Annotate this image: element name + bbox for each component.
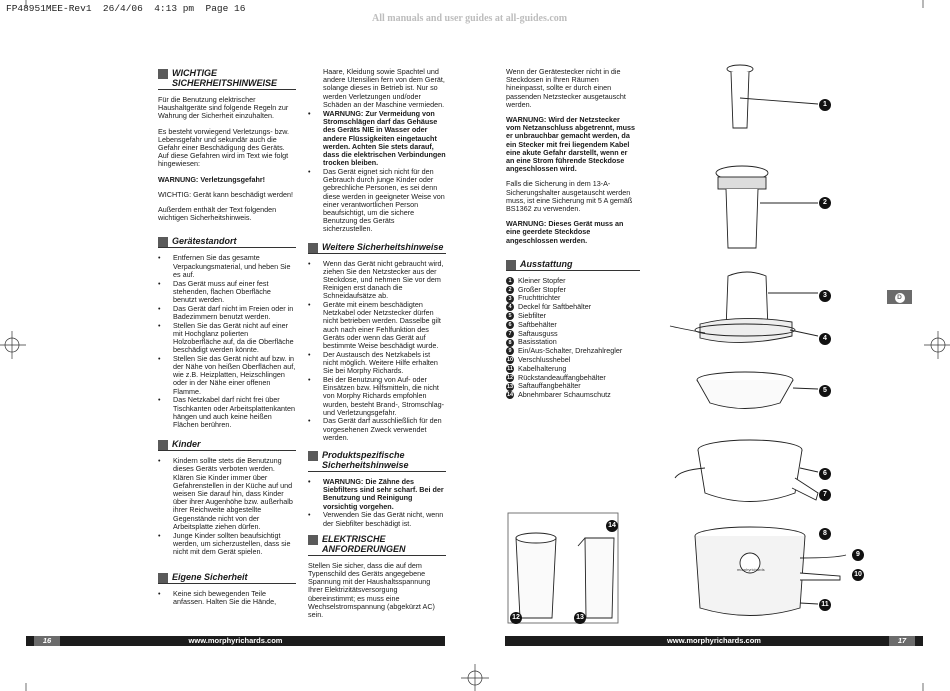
heading-product-safety: Produktspezifische Sicherheitshinweise [308, 450, 446, 472]
part-label: Siebfilter [518, 311, 546, 321]
callout-marker: 13 [574, 612, 586, 624]
callout-marker: 4 [819, 333, 831, 345]
part-label: Kleiner Stopfer [518, 275, 566, 285]
print-header: FP48951MEE-Rev1 26/4/06 4:13 pm Page 16 [6, 3, 246, 14]
callout-marker: 12 [510, 612, 522, 624]
heading-safety: WICHTIGE SICHERHEITSHINWEISE [158, 68, 296, 90]
small-pusher-drawing [727, 65, 818, 128]
list-item: • Das Gerät muss auf einer fest stehenden, flachen Oberfläche benutzt werden. [158, 280, 296, 305]
callout-marker: 10 [852, 569, 864, 581]
list-item: • Entfernen Sie das gesamte Verpackungsmaterial, und heben Sie es auf. [158, 254, 296, 279]
callout-marker: 14 [606, 520, 618, 532]
list-item: • Das Netzkabel darf nicht frei über Tischkanten oder Arbeitsplattenkanten hängen und auch keine heißen Flächen berühren. [158, 396, 296, 429]
list-item: • WARNUNG: Zur Vermeidung von Stromschlägen darf das Gehäuse des Geräts NIE in Wasser oder andere Flüssigkeiten eingetaucht werden. Achten Sie stets darauf, dass die elektrischen Verbindungen trocken bleiben. [308, 110, 446, 167]
juicer-illustration [500, 58, 860, 638]
part-number: 1 [506, 277, 514, 285]
part-number: 13 [506, 383, 514, 390]
callout-marker: 5 [819, 385, 831, 397]
part-number: 3 [506, 295, 514, 303]
part-number: 6 [506, 321, 514, 329]
list-item: • Kindern sollte stets die Benutzung dieses Geräts verboten werden. Klären Sie Kinder immer über Gefahrenstellen in der Küche auf und weisen Sie darauf hin, dass Kinder über ihrer Augenhöhe bzw. außerhalb ihrer Reichweite abgestellte Gegenstände nicht von der Arbeitsplatte ziehen dürfen. [158, 457, 296, 531]
part-number: 5 [506, 312, 514, 320]
electrical-text: Stellen Sie sicher, dass die auf dem Typenschild des Geräts angegebene Spannung mit der Haushaltsspannung Ihrer Elektrizitätsversorgung übereinstimmt; es muss eine Wechselstromspannung (abgekürzt AC) sein. [308, 560, 435, 619]
part-number: 4 [506, 303, 514, 311]
extra-text: Außerdem enthält der Text folgenden wichtigen Sicherheitshinweis. [158, 205, 277, 223]
heading-own-safety: Eigene Sicherheit [158, 572, 296, 584]
part-number: 8 [506, 339, 514, 347]
page-number: 16 [34, 636, 60, 646]
part-label: Rückstandeauffangbehälter [518, 372, 606, 382]
footer-url: www.morphyrichards.com [667, 636, 761, 645]
earth-warning: WARNUNG: Dieses Gerät muss an eine geerdete Steckdose angeschlossen werden. [506, 219, 624, 245]
large-pusher-drawing [716, 166, 818, 248]
list-item: • Wenn das Gerät nicht gebraucht wird, ziehen Sie den Netzstecker aus der Steckdose, und nehmen Sie vor dem Reinigen erst danach die Schneidaufsätze ab. [308, 260, 446, 301]
list-item: • Das Gerät eignet sich nicht für den Gebrauch durch junge Kinder oder gebrechliche Personen, es sei denn diese werden in geeigneter Weise von einer verantwortlichen Person beaufsichtigt, um die sichere Benutzung des Geräts sicherzustellen. [308, 168, 446, 234]
callout-marker: 3 [819, 290, 831, 302]
callout-marker: 9 [852, 549, 864, 561]
list-item: • Geräte mit einem beschädigten Netzkabel oder Netzstecker dürfen nicht betrieben werden. Dasselbe gilt auch nach einer Fehlfunktion des Geräts oder wenn das Gerät auf bestimmte Weise beschädigt wurde. [308, 301, 446, 350]
list-item: • Bei der Benutzung von Auf- oder Einsätzen bzw. Hilfsmitteln, die nicht von Morphy Richards empfohlen wurden, besteht Brand-, Stromschlag- und Verletzungsgefahr. [308, 376, 446, 417]
part-number: 9 [506, 347, 514, 355]
footer-right [505, 636, 923, 646]
important-text: WICHTIG: Gerät kann beschädigt werden! [158, 189, 294, 199]
plug-text: Wenn der Gerätestecker nicht in die Steckdosen in Ihren Räumen hineinpasst, sollte er durch einen passenden Netzstecker ausgetauscht werden. [506, 67, 626, 109]
filter-drawing [697, 372, 818, 409]
part-number: 2 [506, 286, 514, 294]
list-item: • Stellen Sie das Gerät nicht auf einer mit Hochglanz polierten Holzoberfläche auf, da die Oberfläche beschädigt werden könnte. [158, 322, 296, 355]
list-item: • Das Gerät darf nicht im Freien oder in Badezimmern benutzt werden. [158, 305, 296, 321]
part-label: Deckel für Saftbehälter [518, 302, 592, 312]
part-label: Abnehmbarer Schaumschutz [518, 390, 611, 400]
part-label: Großer Stopfer [518, 284, 566, 294]
list-item: • Keine sich bewegenden Teile anfassen. Halten Sie die Hände, [158, 590, 296, 606]
callout-marker: 6 [819, 468, 831, 480]
intro-text: Für die Benutzung elektrischer Haushaltgeräte sind folgende Regeln zur Wahrung der Sicherheit einzuhalten. [158, 95, 289, 121]
part-label: Ein/Aus-Schalter, Drehzahlregler [518, 346, 623, 356]
list-item: • Das Gerät darf ausschließlich für den vorgesehenen Zweck verwendet werden. [308, 417, 446, 442]
part-label: Saftauffangbehälter [518, 381, 581, 391]
risk-text: Es besteht vorwiegend Verletzungs- bzw. Lebensgefahr und sekundär auch die Gefahr einer Beschädigung des Geräts. Auf diese Gefahren wird im Text wie folgt hingewiesen: [158, 126, 290, 169]
part-number: 10 [506, 357, 514, 364]
fuse-text: Falls die Sicherung in dem 13-A-Sicherungshalter ausgetauscht werden muss, ist eine Sicherung mit 5 A gemäß BS1362 zu verwenden. [506, 179, 633, 214]
heading-location: Gerätestandort [158, 236, 296, 248]
list-item: • Verwenden Sie das Gerät nicht, wenn der Siebfilter beschädigt ist. [308, 511, 446, 527]
part-number: 11 [507, 365, 513, 372]
part-label: Saftausguss [518, 328, 558, 338]
continued-text: Haare, Kleidung sowie Spachtel und andere Utensilien fern von dem Gerät, solange dieses in Betrieb ist. Nur so werden Verletzungen und/oder Schäden an der Maschine vermieden. [323, 67, 445, 109]
lid-drawing [670, 272, 818, 343]
page-number: 17 [889, 636, 915, 646]
footer-url: www.morphyrichards.com [188, 636, 283, 645]
footer-left [26, 636, 445, 646]
callout-marker: 7 [819, 489, 831, 501]
callout-marker: 8 [819, 528, 831, 540]
heading-more-safety: Weitere Sicherheitshinweise [308, 242, 446, 254]
heading-electrical: ELEKTRISCHE ANFORDERUNGEN [308, 534, 446, 556]
base-brand-label: morphyrichards [737, 567, 765, 572]
plug-warning: WARNUNG: Wird der Netzstecker vom Netzanschluss abgetrennt, muss er unbrauchbar gemacht werden, da ein Stecker mit frei liegendem Kabel eine akute Gefahr darstellt, wenn er an eine Strom führende Steckdose angeschlossen wird. [506, 115, 636, 174]
list-item: • Der Austausch des Netzkabels ist nicht möglich. Weitere Hilfe erhalten Sie bei Morphy Richards. [308, 351, 446, 376]
part-label: Kabelhalterung [518, 363, 567, 373]
part-label: Basisstation [518, 337, 557, 347]
watermark: All manuals and user guides at all-guides.com [372, 13, 568, 24]
callout-marker: 11 [819, 599, 831, 611]
callout-marker: 2 [819, 197, 831, 209]
part-label: Verschlusshebel [518, 355, 571, 365]
callout-marker: 1 [819, 99, 831, 111]
heading-children: Kinder [158, 439, 296, 451]
containers-drawing [508, 513, 618, 623]
part-number: 7 [506, 330, 514, 338]
language-tab-letter: D [895, 293, 905, 303]
part-label: Fruchttrichter [518, 293, 561, 303]
part-number: 12 [506, 374, 514, 381]
list-item: • Junge Kinder sollten beaufsichtigt werden, um sicherzustellen, dass sie nicht mit dem Gerät spielen. [158, 532, 296, 557]
list-item: • Stellen Sie das Gerät nicht auf bzw. in der Nähe von heißen Oberflächen auf, wie z.B. Heizplatten, Heizschlingen oder in der Nähe einer offenen Flamme. [158, 355, 296, 396]
bowl-drawing [675, 440, 818, 502]
part-label: Saftbehälter [518, 319, 557, 329]
list-item: • WARNUNG: Die Zähne des Siebfilters sind sehr scharf. Bei der Benutzung und Reinigung vorsichtig vorgehen. [308, 478, 446, 511]
warning-text: WARNUNG: Verletzungsgefahr! [158, 174, 266, 184]
part-number: 14 [506, 392, 514, 399]
heading-parts: Ausstattung [506, 259, 640, 271]
